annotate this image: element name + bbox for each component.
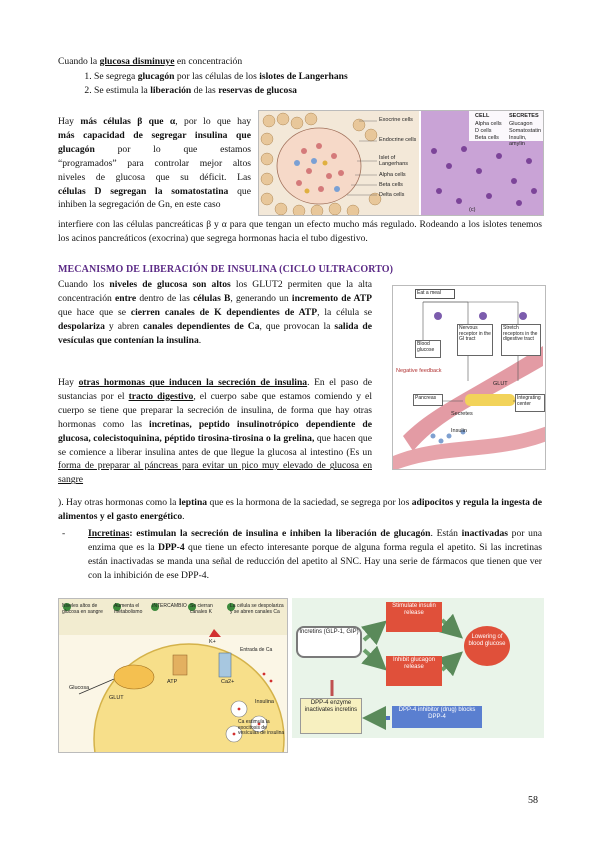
list-item: 1. Se segrega glucagón por las células de los islotes de Langerhans [94, 70, 574, 84]
box-stretch-receptors: Stretch receptors in the digestive tract [501, 324, 541, 356]
section-heading: MECANISMO DE LIBERACIÓN DE INSULINA (CICLO ULTRACORTO) [58, 264, 394, 275]
legend-row: Alpha cells [475, 121, 502, 127]
box-blood-glucose: Blood glucose [415, 340, 441, 358]
label-beta: Beta cells [379, 182, 403, 188]
box-stimulate-insulin: Stimulate insulin release [386, 602, 442, 632]
box-pancreas: Pancreas [413, 394, 443, 406]
step-6: Entrada de Ca [240, 647, 273, 653]
page-number: 58 [528, 794, 538, 806]
step-7: Ca estimula la exocitosis de vesículas de insulina [238, 719, 285, 736]
dpp4-figure [292, 598, 544, 738]
label-atp: ATP [167, 679, 178, 685]
reflex-illustration [393, 286, 546, 470]
beta-cell-figure [58, 598, 288, 753]
intro-line: Cuando la glucosa disminuye en concentración [58, 56, 243, 67]
legend-row: Insulin, amylin [509, 135, 527, 148]
box-nervous-receptor: Nervous receptor in the GI tract [457, 324, 493, 356]
legend-head-cell: CELL [475, 113, 490, 119]
label-glut: GLUT [493, 381, 508, 387]
box-inhibit-glucagon: Inhibit glucagon release [386, 656, 442, 686]
box-dpp4-inhibitor: DPP-4 inhibitor (drug) blocks DPP-4 [392, 706, 482, 728]
para-cells-cont: interfiere con las células pancreáticas β y α para que tengan un efecto mucho más regulado. Rodeando a los islotes tenemos los acinos pancreáticos (exocrina) que segrega hormonas hacia el tubo digestivo. [58, 219, 542, 244]
box-lowering-glucose: Lowering of blood glucose [464, 626, 510, 666]
step-2: Aumenta el metabolismo [114, 603, 143, 615]
legend-row: Glucagon [509, 121, 533, 127]
box-incretins: Incretins (GLP-1, GIP) [296, 626, 362, 658]
box-integrating-center: Integrating center [515, 394, 545, 412]
label-ca: Ca2+ [221, 679, 235, 685]
list-item: 2. Se estimula la liberación de las reservas de glucosa [94, 84, 574, 98]
para-mechanism: Cuando los niveles de glucosa son altos los GLUT2 permiten que la alta concentración entre dentro de las células B, generando un incremento de ATP que hace que se cierren canales de K dependientes de ATP, la célula se despolariza y abren canales dependientes de Ca, que provocan la salida de vesículas que contenían la insulina. [58, 279, 372, 346]
label-insulin: Insulin [451, 428, 467, 434]
label-delta: Delta cells [379, 192, 405, 198]
reflex-figure [392, 285, 546, 470]
step-3: INTERCAMBIO [152, 603, 187, 609]
step-4: Se cierran canales K [190, 603, 213, 615]
para-leptina: ). Hay otras hormonas como la leptina que es la hormona de la saciedad, se segrega por los adipocitos y regula la ingesta de alimentos y el gasto energético. [58, 497, 542, 522]
para-hormones: Hay otras hormonas que inducen la secreción de insulina. En el paso de sustancias por el tracto digestivo, el cuerpo sabe que estamos comiendo y el cuerpo se tiene que preparar la secreción de insulina, de forma que hay otras hormonas como las incretinas, peptido insulinotrópico dependiente de glucosa, colecistoquinina, péptido tirosina-tirosina o la grelina, que hacen que se comience a liberar insulina antes de que llegue la glucosa al intestino (Es un forma de preparar al páncreas para evitar un pico muy elevado de glucosa en sangre [58, 377, 372, 486]
label-islet: Islet of Langerhans [379, 155, 409, 168]
intro-list [58, 70, 574, 98]
label-secretes: Secretes [451, 411, 473, 417]
legend-head-secretes: SECRETES [509, 113, 539, 119]
para-cells: Hay más células β que α, por lo que hay más capacidad de segregar insulina que glucagón por lo que estamos “programados” para controlar mejor altos niveles de glucosa que su déficit. Las células D segregan la somatostatina que inhiben la segregación de Gn, en este caso [58, 116, 251, 211]
panel-label: (c) [469, 207, 476, 213]
islet-figure [258, 110, 544, 216]
label-exocrine: Exocrine cells [379, 117, 413, 123]
para-incretinas: Incretinas: estimulan la secreción de insulina e inhiben la liberación de glucagón. Están inactivadas por una enzima que es la DPP-4 que tiene un efecto interesante porque de alguna forma regula el apetito. Si las incretinas están inactivadas se manda una señal de reducción del apetito al SNC. Hay una serie de fármacos que tienen que ver con la inhibición de ese DPP-4. [88, 528, 543, 581]
label-glucosa: Glucosa [69, 685, 90, 691]
legend-row: Beta cells [475, 135, 499, 141]
label-endocrine: Endocrine cells [379, 137, 417, 143]
legend-row: D cells [475, 128, 492, 134]
label-negative-feedback: Negative feedback [396, 368, 442, 374]
label-k: K+ [209, 639, 216, 645]
label-alpha: Alpha cells [379, 172, 406, 178]
label-insulina: Insulina [255, 699, 274, 705]
box-dpp4-enzyme: DPP-4 enzyme inactivates incretins [300, 698, 362, 734]
step-1: Niveles altos de glucosa en sangre [62, 603, 103, 615]
legend-row: Somatostatin [509, 128, 542, 134]
box-eat-meal: Eat a meal [415, 289, 455, 299]
label-glut: GLUT [109, 695, 124, 701]
step-5: La célula se despolariza y se abren canales Ca [230, 603, 284, 615]
bullet-dash: - [62, 528, 66, 539]
